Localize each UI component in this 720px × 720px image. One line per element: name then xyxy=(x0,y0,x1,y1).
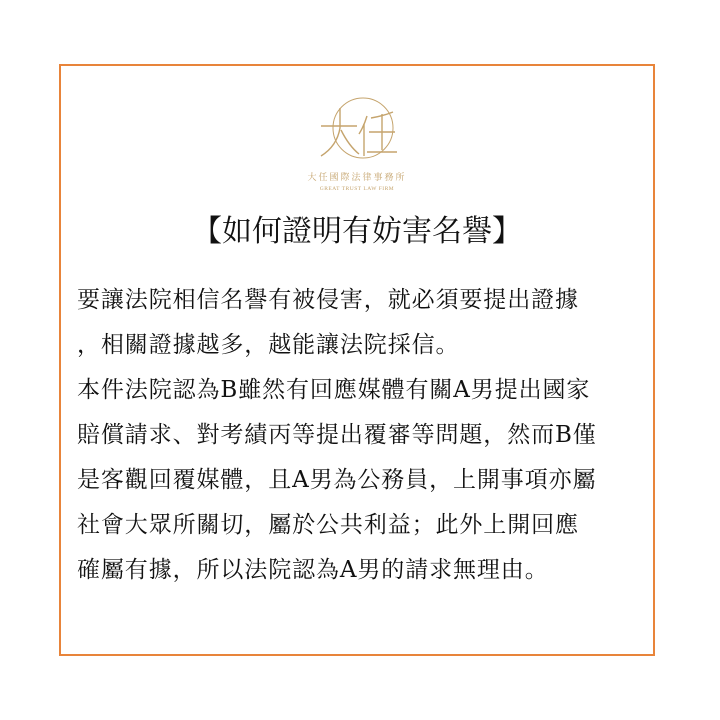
paragraph-line: 要讓法院相信名譽有被侵害，就必須要提出證據 xyxy=(77,287,579,313)
firm-name-english: GREAT TRUST LAW FIRM xyxy=(319,186,395,192)
paragraph-line: 社會大眾所關切，屬於公共利益；此外上開回應 xyxy=(77,512,579,538)
content-card xyxy=(59,64,655,656)
paragraph-line: ，相關證據越多，越能讓法院採信。 xyxy=(77,332,460,358)
page-title: 【如何證明有妨害名譽】 xyxy=(192,214,522,249)
paragraph-line: 本件法院認為B雖然有回應媒體有關A男提出國家 xyxy=(77,377,591,403)
paragraph-line: 是客觀回覆媒體，且A男為公務員，上開事項亦屬 xyxy=(77,467,597,493)
paragraph-line: 賠償請求、對考績丙等提出覆審等問題，然而B僅 xyxy=(77,422,597,448)
firm-name-chinese: 大任國際法律事務所 xyxy=(307,173,407,183)
firm-logo xyxy=(61,94,653,206)
article-paragraph xyxy=(77,278,647,593)
paragraph-line: 確屬有據，所以法院認為A男的請求無理由。 xyxy=(77,557,549,583)
da-ren-logo-icon xyxy=(307,94,407,166)
